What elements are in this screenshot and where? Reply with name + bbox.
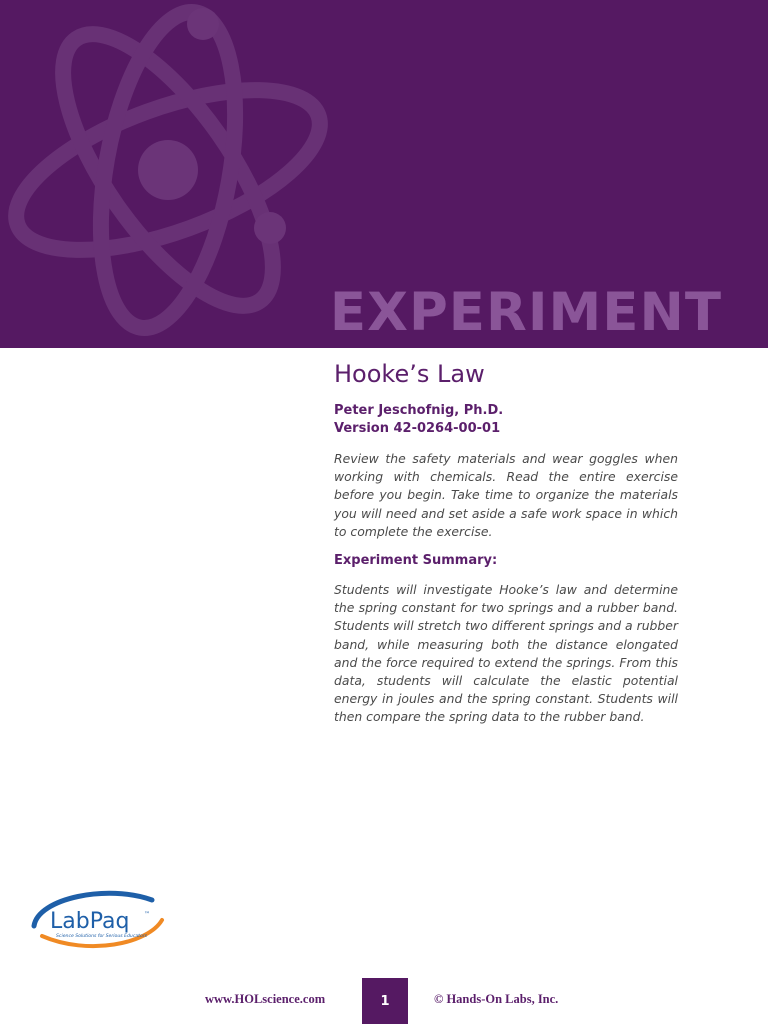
logo-trademark: ™ bbox=[144, 911, 150, 918]
logo-tagline: Science Solutions for Serious Educators bbox=[56, 934, 148, 939]
labpaq-logo bbox=[28, 886, 168, 956]
page-number-badge bbox=[362, 978, 408, 1024]
author-line: Peter Jeschofnig, Ph.D. bbox=[334, 403, 504, 418]
summary-heading: Experiment Summary: bbox=[334, 553, 498, 569]
document-title: Hooke’s Law bbox=[334, 360, 485, 388]
logo-name: LabPaq bbox=[50, 909, 130, 934]
document-body bbox=[334, 360, 678, 727]
page-number: 1 bbox=[380, 993, 390, 1009]
footer-website-link[interactable]: www.HOLscience.com bbox=[205, 992, 326, 1006]
header-banner bbox=[0, 0, 768, 348]
summary-paragraph: Students will investigate Hooke’s law and determine the spring constant for two springs and a rubber band. Students will stretch two different springs and a rubber band, while measuring both the distance elongated and the force required to extend the springs. From this data, students will calculate the elastic potential energy in joules and the spring constant. Students will then compare the spring data to the rubber band. bbox=[334, 582, 678, 725]
experiment-label: EXPERIMENT bbox=[329, 282, 722, 343]
intro-paragraph: Review the safety materials and wear goggles when working with chemicals. Read the entire exercise before you begin. Take time to organize the materials you will need and set aside a safe work space in which to complete the exercise. bbox=[334, 451, 678, 539]
footer-copyright: © Hands-On Labs, Inc. bbox=[434, 992, 559, 1006]
version-line: Version 42-0264-00-01 bbox=[334, 421, 501, 436]
